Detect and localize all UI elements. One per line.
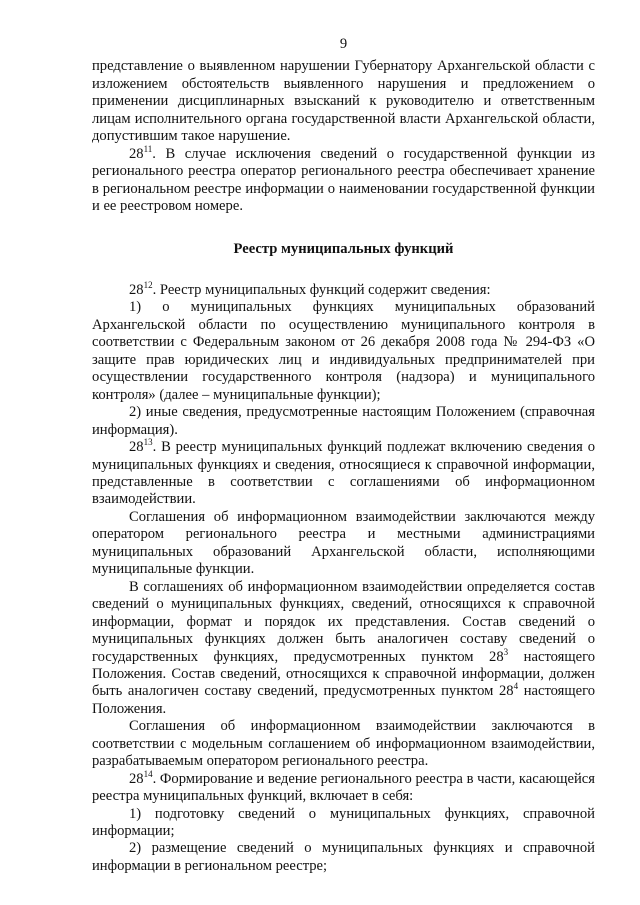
paragraph	[92, 768, 595, 806]
text-run: 28	[129, 770, 144, 787]
text-run: . Реестр муниципальных функций содержит сведения:	[152, 281, 491, 298]
paragraph	[92, 840, 595, 875]
text-run: представление о выявленном нарушении Губернатору Архангельской области с изложением обстоятельств выявленного нарушения и предложением о применении дисциплинарных взысканий к руководителю и ответственным лицам исполнительного органа государственной власти Архангельской области, допустившим такое нарушение.	[92, 58, 595, 145]
text-run: 1) подготовку сведений о муниципальных функциях, справочной информации;	[92, 805, 595, 840]
section-heading: Реестр муниципальных функций	[233, 240, 454, 257]
paragraphs-group-main	[92, 282, 595, 875]
paragraph	[92, 579, 595, 719]
text-run: 28	[129, 145, 144, 162]
superscript: 3	[503, 646, 509, 657]
document-page	[92, 36, 595, 875]
superscript: 14	[143, 768, 153, 779]
text-run: . В случае исключения сведений о государственной функции из регионального реестра оператор регионального реестра обеспечивает хранение в региональном реестре информации о наименовании государственной функции и ее реестровом номере.	[92, 145, 595, 215]
text-run: Соглашения об информационном взаимодействии заключаются в соответствии с модельным соглашением об информационном взаимодействии, разрабатываемым оператором регионального реестра.	[92, 718, 595, 770]
paragraph	[92, 299, 595, 404]
text-run: . В реестр муниципальных функций подлежат включению сведения о муниципальных функциях и сведения, относящиеся к справочной информации, представленные в соответствии с соглашениями об информационном взаимодействии.	[92, 439, 595, 508]
text-run: настоящего Положения.	[92, 683, 596, 717]
superscript: 13	[143, 437, 153, 448]
text-run: Соглашения об информационном взаимодействии заключаются между оператором регионального реестра и местными администрациями муниципальных образований Архангельской области, исполняющими муниципальные функции.	[92, 508, 595, 578]
text-run: 28	[129, 439, 144, 456]
text-run: 2) иные сведения, предусмотренные настоящим Положением (справочная информация).	[92, 404, 595, 438]
paragraphs-group-top	[92, 58, 595, 215]
paragraph	[92, 58, 595, 145]
text-run: настоящего Положения. Состав сведений, относящихся к справочной информации, должен быть аналогичен составу сведений, предусмотренных пунктом 28	[92, 648, 595, 700]
text-run: В соглашениях об информационном взаимодействии определяется состав сведений о муниципальных функциях, сведений, относящихся к справочной информации, формат и порядок их представления. Состав сведений о муниципальных функциях должен быть аналогичен составу сведений о государственных функциях, предусмотренных пунктом 28	[92, 578, 595, 665]
text-run: 28	[129, 281, 144, 298]
paragraph	[92, 404, 595, 439]
superscript: 4	[513, 681, 519, 692]
paragraph	[92, 509, 595, 579]
text-run: 2) размещение сведений о муниципальных функциях и справочной информации в региональном реестре;	[92, 840, 595, 874]
superscript: 12	[143, 280, 153, 291]
paragraph	[92, 439, 595, 509]
paragraph	[92, 143, 595, 216]
paragraph	[92, 282, 595, 299]
page-number: 9	[339, 36, 348, 52]
paragraph	[92, 718, 595, 770]
paragraph	[92, 806, 595, 841]
superscript: 11	[143, 143, 153, 154]
text-run: . Формирование и ведение регионального реестра в части, касающейся реестра муниципальных функций, включает в себя:	[92, 770, 595, 805]
text-run: 1) о муниципальных функциях муниципальных образований Архангельской области по осуществлению муниципального контроля в соответствии с Федеральным законом от 26 декабря 2008 года № 294-ФЗ «О защите прав юридических лиц и индивидуальных предпринимателей при осуществлении государственного контроля (надзора) и муниципального контроля» (далее – муниципальные функции);	[92, 299, 595, 403]
